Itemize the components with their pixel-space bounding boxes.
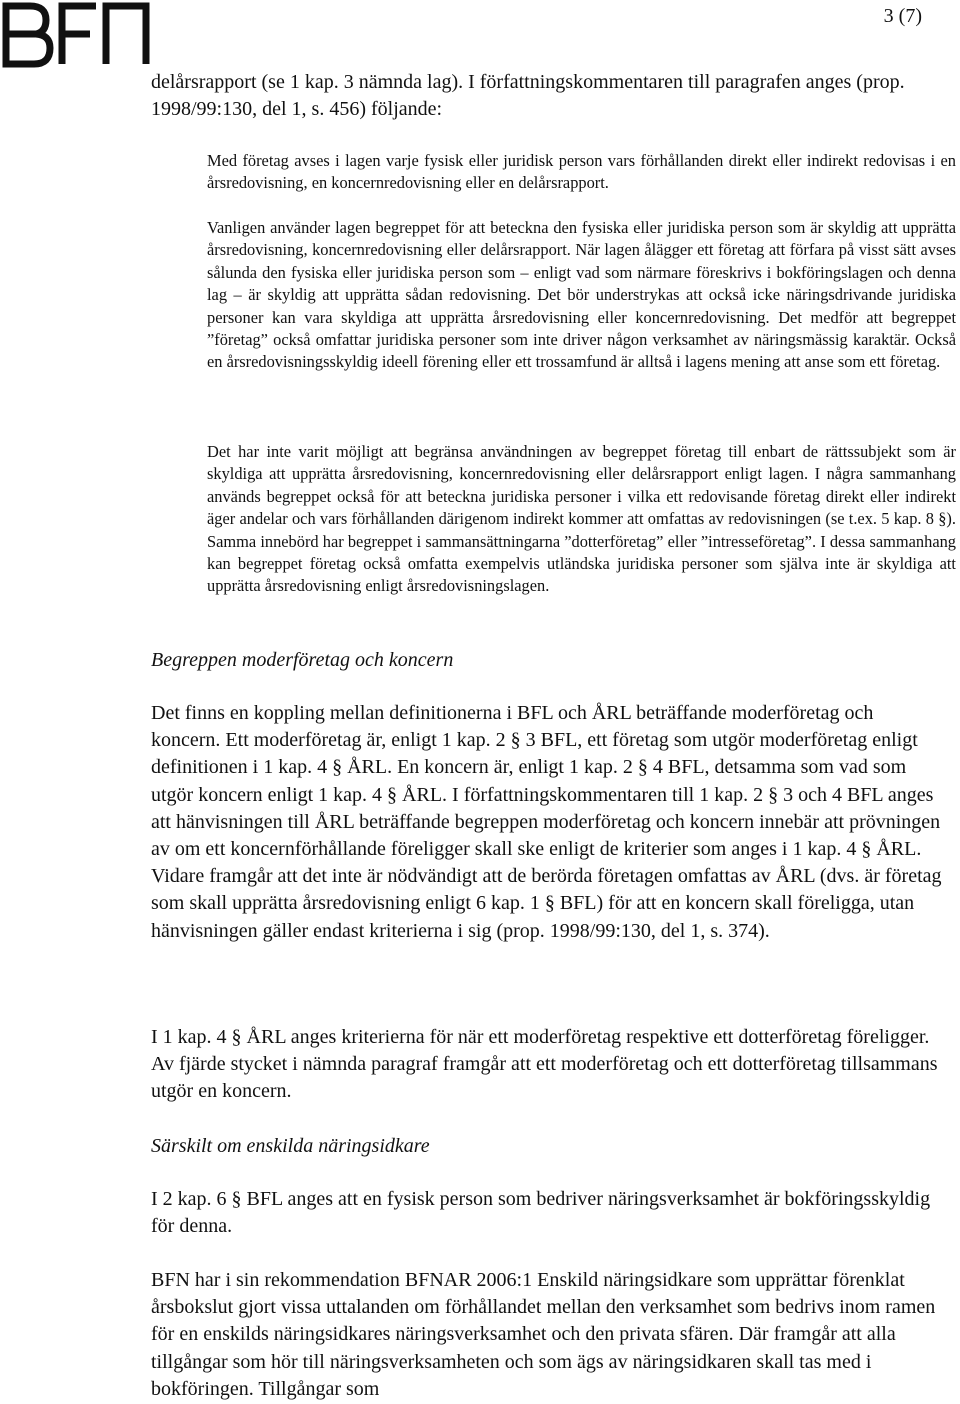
body-paragraph: I 2 kap. 6 § BFL anges att en fysisk person som bedriver näringsverksamhet är bokföringsskyldig för denna. [151, 1188, 931, 1238]
quote-paragraph: Med företag avses i lagen varje fysisk eller juridisk person vars förhållanden direkt eller indirekt redovisas i en årsredovisning, en koncernredovisning eller en delårsrapport. [207, 151, 956, 193]
quote-paragraph: Vanligen använder lagen begreppet för att beteckna den fysiska eller juridiska person som är skyldig att upprätta årsredovisning, koncernredovisning eller delårsrapport. När lagen ålägger ett företag att förfara på visst sätt avses sålunda den fysiska eller juridiska person som – enligt vad som närmare föreskrivs i bokföringslagen och denna lag – är skyldig att upprätta sådan redovisning. Det bör understrykas att också icke näringsdrivande juridiska personer kan vara skyldiga att upprätta årsredovisning eller koncernredovisning. Det medför att begreppet ”företag” också omfattar juridiska personer som inte driver någon verksamhet av näringsmässig karaktär. Också en årsredovisningsskyldig ideell förening eller ett trossamfund är alltså i lagens mening att anse som ett företag. [207, 218, 956, 372]
body-paragraph: Det finns en koppling mellan definitionerna i BFL och ÅRL beträffande moderföretag och koncern. Ett moderföretag är, enligt 1 kap. 2 § 3 BFL, ett företag som utgör moderföretag enligt definitionen i 1 kap. 4 § ÅRL. En koncern är, enligt 1 kap. 2 § 4 BFL, detsamma som vad som utgör koncern enligt 1 kap. 4 § ÅRL. I författningskommentaren till 1 kap. 2 § 3 och 4 BFL anges att hänvisningen till ÅRL beträffande begreppen moderföretag och koncern innebär att prövningen av om ett koncernförhållande föreligger skall ske enligt de kriterier som anges i 1 kap. 4 § ÅRL. Vidare framgår att det inte är nödvändigt att de berörda företagen omfattas av ÅRL (dvs. är företag som skall upprätta årsredovisning enligt 6 kap. 1 § BFL) för att en koncern skall föreligga, utan hänvisningen gäller endast kriterierna i sig (prop. 1998/99:130, del 1, s. 374). [151, 702, 942, 942]
body-paragraph: BFN har i sin rekommendation BFNAR 2006:1 Enskild näringsidkare som upprättar förenklat årsbokslut gjort vissa uttalanden om förhållandet mellan den verksamhet som bedrivs inom ramen för en enskilds näringsidkares näringsverksamhet och den privata sfären. Där framgår att alla tillgångar som hör till näringsverksamheten och som ägs av näringsidkaren skall tas med i bokföringen. Tillgångar som [151, 1269, 936, 1400]
body-paragraph: I 1 kap. 4 § ÅRL anges kriterierna för när ett moderföretag respektive ett dotterföretag föreligger. Av fjärde stycket i nämnda paragraf framgår att ett moderföretag och ett dotterföretag tillsammans utgör en koncern. [151, 1026, 938, 1103]
lead-paragraph: delårsrapport (se 1 kap. 3 nämnda lag). I författningskommentaren till paragrafen anges (prop. 1998/99:130, del 1, s. 456) följande: [151, 71, 905, 120]
section-heading: Begreppen moderföretag och koncern [151, 649, 454, 671]
quote-paragraph: Det har inte varit möjligt att begränsa användningen av begreppet företag till enbart de rättssubjekt som är skyldiga att upprätta årsredovisning, koncernredovisning eller delårsrapport enligt lagen. I några sammanhang används begreppet också för att beteckna juridiska personer i vilka ett redovisande företag direkt eller indirekt äger andelar och vars förhållanden därigenom indirekt kommer att omfattas av redovisningen (se t.ex. 5 kap. 8 §). Samma innebörd har begreppet i sammansättningarna ”dotterföretag” eller ”intresseföretag”. I dessa sammanhang kan begreppet företag också omfatta exempelvis utländska juridiska personer som själva inte är skyldiga att upprätta årsredovisning enligt årsredovisningslagen. [207, 442, 956, 596]
bfn-logo [0, 2, 160, 68]
page-number: 3 (7) [883, 5, 922, 27]
section-heading: Särskilt om enskilda näringsidkare [151, 1135, 430, 1157]
